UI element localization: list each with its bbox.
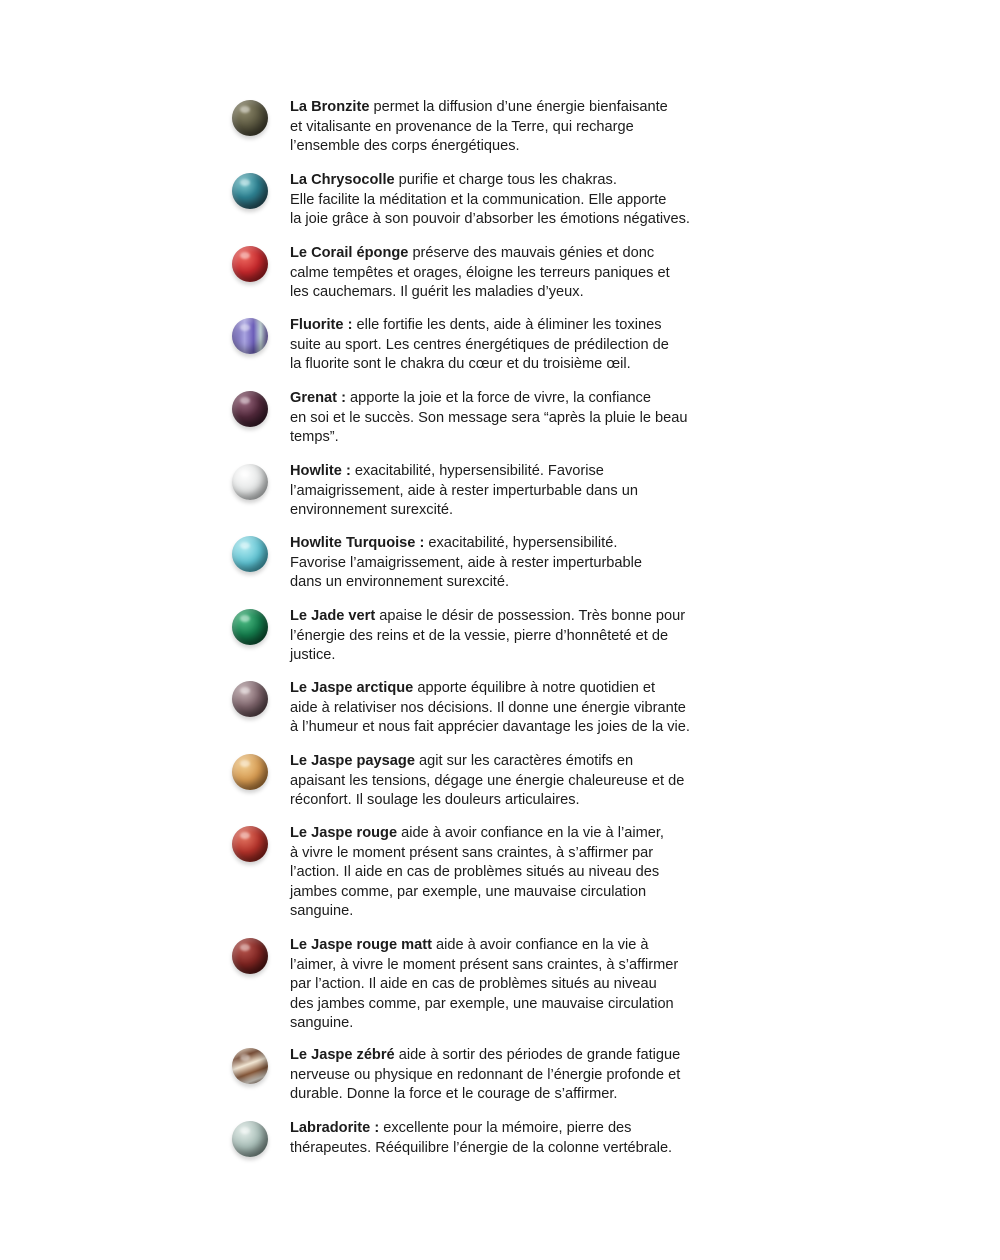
stone-description [290,1119,710,1158]
stone-text: elle fortifie les dents, aide à éliminer les toxines suite au sport. Les centres énergétiques de prédilection de la fluorite sont le chakra du cœur et du troisième œil. [290,317,669,372]
stone-bead-icon [232,754,268,790]
stone-text: apporte la joie et la force de vivre, la confiance en soi et le succès. Son message sera “après la pluie le beau temps”. [290,390,688,445]
stone-name: Labradorite : [290,1120,380,1136]
stone-text: purifie et charge tous les chakras. Elle facilite la méditation et la communication. Elle apporte la joie grâce à son pouvoir d’absorber les émotions négatives. [290,172,690,227]
stone-text: aide à avoir confiance en la vie à l’aimer, à vivre le moment présent sans craintes, à s’affirmer par l’action. Il aide en cas de problèmes situés au niveau des jambes comme, par exemple, une mauvaise circulation sanguine. [290,825,664,919]
stone-bead-icon [232,536,268,572]
stone-text: exacitabilité, hypersensibilité. Favorise l’amaigrissement, aide à rester imperturbable dans un environnement surexcité. [290,463,638,518]
stone-name: Le Jaspe arctique [290,680,414,696]
stone-text: apporte équilibre à notre quotidien et aide à relativiser nos décisions. Il donne une énergie vibrante à l’humeur et nous fait apprécier davantage les joies de la vie. [290,680,690,735]
stone-description [290,1046,710,1105]
stone-bead-icon [232,826,268,862]
stone-bead-icon [232,609,268,645]
stone-name: La Bronzite [290,99,370,115]
stone-name: Le Jade vert [290,608,376,624]
stone-description [290,389,710,448]
stone-name: Le Jaspe rouge [290,825,398,841]
stone-text: apaise le désir de possession. Très bonne pour l’énergie des reins et de la vessie, pierre d’honnêteté et de justice. [290,608,686,663]
stone-description [290,752,710,811]
stone-text: permet la diffusion d’une énergie bienfaisante et vitalisante en provenance de la Terre, qui recharge l’ensemble des corps énergétiques. [290,99,668,154]
stone-description [290,171,710,230]
stone-description [290,462,710,521]
stone-bead-icon [232,1121,268,1157]
stone-name: Le Jaspe paysage [290,753,415,769]
stone-name: Le Jaspe zébré [290,1047,395,1063]
stone-bead-icon [232,391,268,427]
stone-description [290,607,710,666]
stone-bead-icon [232,246,268,282]
stone-bead-icon [232,1048,268,1084]
stone-name: Howlite : [290,463,351,479]
stone-text: excellente pour la mémoire, pierre des thérapeutes. Rééquilibre l’énergie de la colonne vertébrale. [290,1120,673,1156]
stone-name: Le Jaspe rouge matt [290,937,432,953]
stone-name: Fluorite : [290,317,353,333]
stone-bead-icon [232,100,268,136]
stone-text: aide à avoir confiance en la vie à l’aimer, à vivre le moment présent sans craintes, à s’affirmer par l’action. Il aide en cas de problèmes situés au niveau des jambes comme, par exemple, une mauvaise circulation sanguine. [290,937,679,1031]
stone-description [290,824,710,922]
stone-bead-icon [232,464,268,500]
stone-bead-icon [232,173,268,209]
stone-text: exacitabilité, hypersensibilité. Favorise l’amaigrissement, aide à rester imperturbable dans un environnement surexcité. [290,535,643,590]
stone-name: Le Corail éponge [290,245,409,261]
stone-bead-icon [232,938,268,974]
stone-description [290,98,710,157]
stone-description [290,936,710,1034]
stone-description [290,534,710,593]
stone-name: Howlite Turquoise : [290,535,425,551]
stone-name: La Chrysocolle [290,172,395,188]
stone-text: agit sur les caractères émotifs en apaisant les tensions, dégage une énergie chaleureuse et de réconfort. Il soulage les douleurs articulaires. [290,753,685,808]
stone-description [290,679,710,738]
stone-name: Grenat : [290,390,346,406]
stone-description [290,316,710,375]
stone-bead-icon [232,318,268,354]
stone-bead-icon [232,681,268,717]
stone-text: aide à sortir des périodes de grande fatigue nerveuse ou physique en redonnant de l’énergie profonde et durable. Donne la force et le courage de s’affirmer. [290,1047,681,1102]
stone-text: préserve des mauvais génies et donc calme tempêtes et orages, éloigne les terreurs paniques et les cauchemars. Il guérit les maladies d’yeux. [290,245,670,300]
stone-description [290,244,710,303]
